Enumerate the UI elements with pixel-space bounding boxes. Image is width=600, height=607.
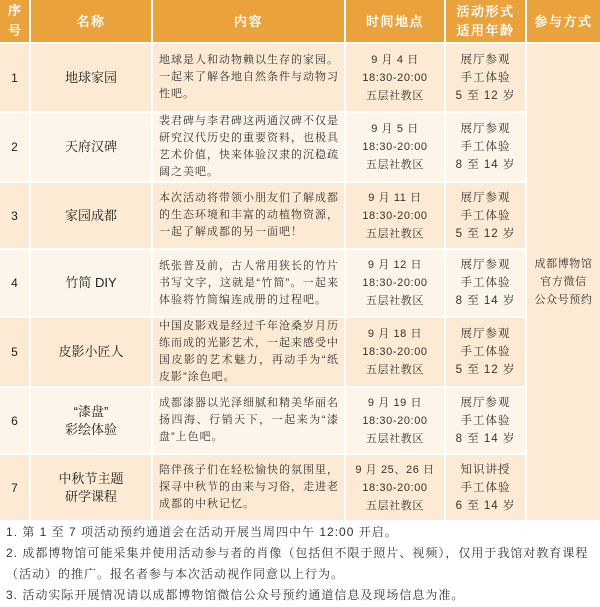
activity-format: 手工体验 [460, 209, 511, 222]
activity-place: 五层社教区 [366, 227, 424, 240]
row-index: 4 [0, 250, 31, 318]
activity-format: 展厅参观 [460, 191, 511, 204]
activity-date: 9 月 12 日 [367, 259, 423, 271]
activity-date: 9 月 11 日 [368, 191, 422, 204]
activity-name [31, 318, 153, 388]
activity-name [31, 44, 153, 113]
activity-format: 手工体验 [460, 71, 511, 84]
activity-date: 9 月 19 日 [367, 396, 423, 409]
age-range: 8 至 14 岁 [455, 432, 516, 445]
activity-name [31, 250, 153, 318]
activity-date: 9 月 18 日 [367, 328, 423, 340]
activity-description: 中国皮影戏是经过千年沧桑岁月历练而成的光影艺术，一起来感受中国皮影的艺术魅力，再动手为“纸皮影”涂色吧。 [153, 318, 346, 388]
activity-time: 18:30-20:00 [362, 481, 428, 494]
activity-place: 五层社教区 [366, 364, 424, 376]
header-age-label: 适用年龄 [456, 23, 515, 38]
activity-time: 18:30-20:00 [362, 277, 428, 289]
activity-name-line: 皮影小匠人 [58, 344, 124, 359]
activity-description: 地球是人和动物赖以生存的家园。一起来了解各地自然条件与动物习性吧。 [153, 44, 346, 113]
header-signup: 参与方式 [527, 0, 600, 44]
activity-format: 展厅参观 [460, 328, 511, 340]
activity-format: 手工体验 [460, 141, 511, 153]
activity-description: 纸张普及前，古人常用狭长的竹片书写文字，这就是“竹简”。一起来体验将竹简编连成册的过程吧。 [153, 250, 346, 318]
row-index: 1 [0, 44, 31, 113]
signup-line: 成都博物馆 [534, 258, 593, 270]
activity-name-line: 家园成都 [64, 207, 117, 223]
format-age [446, 388, 527, 455]
age-range: 8 至 14 岁 [455, 295, 516, 307]
format-age [446, 183, 527, 250]
activity-date: 9 月 25、26 日 [355, 463, 435, 476]
activity-time: 18:30-20:00 [362, 71, 428, 84]
activity-description: 陪伴孩子们在轻松愉快的氛围里，探寻中秋节的由来与习俗，走进老成都的中秋记忆。 [153, 455, 346, 522]
activity-place: 五层社教区 [366, 499, 424, 512]
activity-format: 手工体验 [460, 414, 511, 427]
table-row [0, 455, 600, 522]
activity-format: 手工体验 [460, 481, 511, 494]
time-place [346, 455, 446, 522]
activity-format: 知识讲授 [460, 463, 511, 476]
activity-format: 展厅参观 [460, 259, 511, 271]
activity-format: 手工体验 [460, 346, 511, 358]
time-place [346, 113, 446, 183]
table-body [0, 44, 600, 522]
activity-time: 18:30-20:00 [362, 346, 428, 358]
table-header [0, 0, 600, 44]
age-range: 8 至 14 岁 [455, 159, 516, 171]
note-item: 2. 成都博物馆可能采集并使用活动参与者的肖像（包括但不限于照片、视频），仅用于我馆对教育课程（活动）的推广。报名者参与本次活动视作同意以上行为。 [6, 546, 589, 581]
activity-date: 9 月 5 日 [371, 123, 419, 135]
table-header-row [0, 0, 600, 44]
note-item: 3. 活动实际开展情况请以成都博物馆微信公众号预约通道信息及现场信息为准。 [6, 588, 465, 602]
activity-name-line: “漆盘” [73, 403, 109, 419]
format-age [446, 250, 527, 318]
activity-name [31, 113, 153, 183]
table-row [0, 113, 600, 183]
time-place [346, 183, 446, 250]
row-index: 3 [0, 183, 31, 250]
header-name: 名称 [31, 0, 153, 44]
time-place [346, 388, 446, 455]
activity-name-line: 地球家园 [64, 69, 117, 85]
time-place [346, 250, 446, 318]
activity-name [31, 455, 153, 522]
signup-line: 公众号预约 [534, 294, 593, 306]
row-index: 7 [0, 455, 31, 522]
header-format-label: 活动形式 [456, 4, 515, 19]
notes [0, 522, 600, 606]
row-index: 6 [0, 388, 31, 455]
table-row [0, 183, 600, 250]
table-row [0, 250, 600, 318]
activity-name [31, 388, 153, 455]
activity-description: 裴君碑与李君碑这两通汉碑不仅是研究汉代历史的重要资料，也极具艺术价值，快来体验汉隶的沉稳疏阔之美吧。 [153, 113, 346, 183]
row-index: 5 [0, 318, 31, 388]
age-range: 6 至 14 岁 [455, 499, 516, 512]
activity-description: 本次活动将带领小朋友们了解成都的生态环境和丰富的动植物资源，一起了解成都的另一面吧！ [153, 183, 346, 250]
header-index-label: 序号 [7, 3, 21, 38]
activity-place: 五层社教区 [366, 432, 424, 445]
activity-format: 展厅参观 [460, 53, 511, 66]
header-format-age [446, 0, 527, 44]
activity-place: 五层社教区 [366, 295, 424, 307]
activity-format: 展厅参观 [460, 123, 511, 135]
table-row [0, 318, 600, 388]
activity-description: 成都漆器以光泽细腻和精美华丽名扬四海、行销天下，一起来为“漆盘”上色吧。 [153, 388, 346, 455]
activity-name [31, 183, 153, 250]
activity-place: 五层社教区 [366, 159, 424, 171]
activity-time: 18:30-20:00 [362, 141, 428, 153]
activity-time: 18:30-20:00 [362, 414, 428, 427]
signup-line: 官方微信 [540, 276, 587, 288]
activity-name-line: 中秋节主题 [58, 470, 124, 486]
header-content: 内容 [153, 0, 346, 44]
activity-place: 五层社教区 [366, 89, 424, 102]
age-range: 5 至 12 岁 [455, 364, 516, 376]
activity-name-line: 彩绘体验 [64, 421, 117, 437]
format-age [446, 44, 527, 113]
header-index [0, 0, 31, 44]
format-age [446, 318, 527, 388]
activity-name-line: 研学课程 [64, 488, 117, 504]
activity-date: 9 月 4 日 [371, 53, 419, 66]
format-age [446, 455, 527, 522]
activity-name-line: 天府汉碑 [64, 139, 117, 154]
age-range: 5 至 12 岁 [455, 89, 516, 102]
time-place [346, 44, 446, 113]
signup-method [527, 44, 600, 522]
format-age [446, 113, 527, 183]
header-time-place: 时间地点 [346, 0, 446, 44]
table-row [0, 44, 600, 113]
table-row [0, 388, 600, 455]
age-range: 5 至 12 岁 [455, 227, 516, 240]
row-index: 2 [0, 113, 31, 183]
time-place [346, 318, 446, 388]
activity-format: 展厅参观 [460, 396, 511, 409]
note-item: 1. 第 1 至 7 项活动预约通道会在活动开展当周四中午 12:00 开启。 [6, 525, 398, 539]
activity-name-line: 竹简 DIY [65, 275, 117, 290]
activity-format: 手工体验 [460, 277, 511, 289]
activity-time: 18:30-20:00 [362, 209, 428, 222]
